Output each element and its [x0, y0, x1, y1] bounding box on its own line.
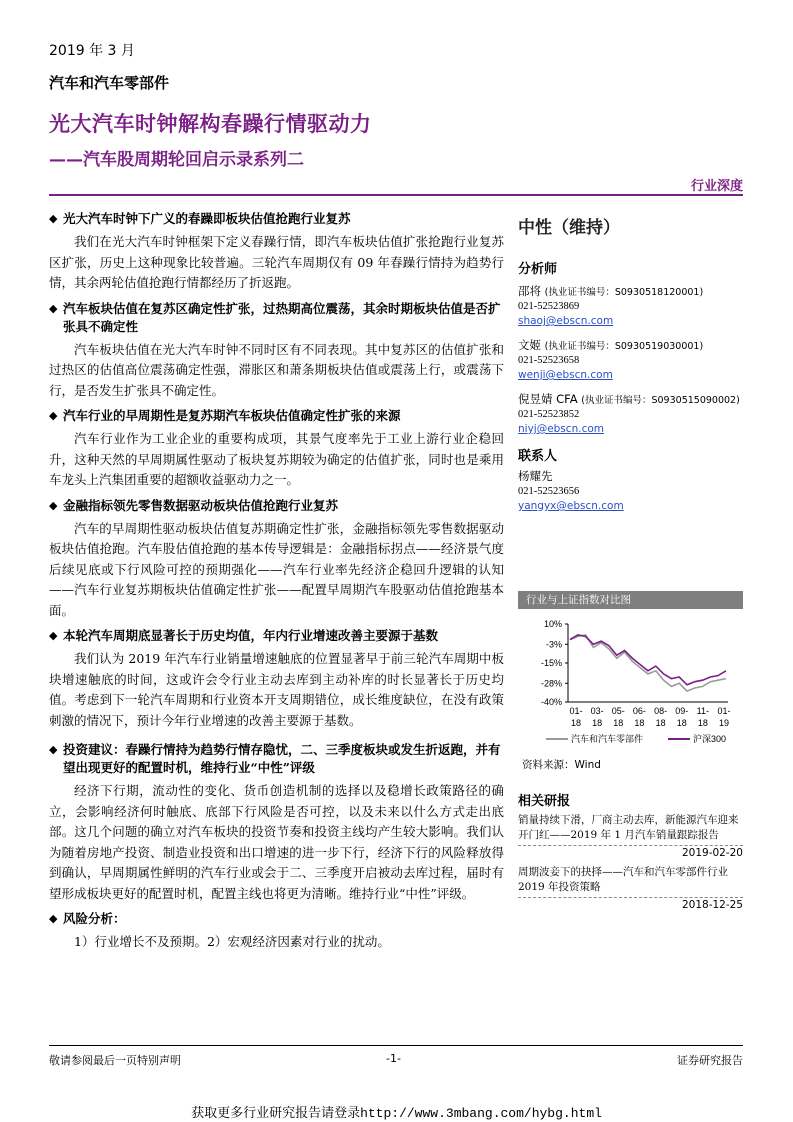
page-subtitle: ——汽车股周期轮回启示录系列二 [49, 150, 304, 170]
bullet-diamond-icon: ◆ [49, 212, 58, 225]
report-section [49, 627, 504, 731]
chart-header: 行业与上证指数对比图 [518, 591, 743, 609]
x-tick-label: 06- [632, 706, 646, 716]
related-heading: 相关研报 [518, 794, 571, 809]
x-tick-label: 05- [611, 706, 625, 716]
analyst-phone: 021-52523852 [518, 409, 580, 420]
related-report-item[interactable] [518, 813, 743, 859]
section-paragraph: 我们在光大汽车时钟框架下定义春躁行情，即汽车板块估值扩张抢跑行业复苏区扩张，历史上这种现象比较普遍。三轮汽车周期仅有 09 年春躁行情持为趋势行情，其余两轮估值抢跑行情都经历了折返跑。 [49, 234, 504, 290]
bullet-diamond-icon: ◆ [49, 912, 58, 925]
related-report-title[interactable]: 周期波妾下的抉择——汽车和汽车零部件行业 2019 年投资策略 [518, 866, 728, 893]
analyst-heading: 分析师 [518, 262, 558, 277]
analyst-name [518, 283, 743, 299]
report-section [49, 407, 504, 491]
x-tick-label-year: 18 [634, 718, 645, 728]
analyst-cert: (执业证书编号：S0930519030001) [544, 341, 704, 352]
analyst-name-text: 文姬 [518, 338, 541, 352]
x-tick-label: 11- [696, 706, 710, 716]
y-tick-label: -15% [540, 658, 562, 668]
section-heading [49, 741, 504, 777]
bullet-diamond-icon: ◆ [49, 498, 58, 512]
chart-source: 资料来源：Wind [522, 759, 601, 771]
section-heading [49, 210, 504, 228]
section-heading [49, 407, 504, 425]
analyst-email[interactable]: shaoj@ebscn.com [518, 315, 614, 327]
bullet-diamond-icon: ◆ [49, 743, 58, 756]
report-date: 2019 年 3 月 [49, 43, 135, 59]
section-heading [49, 910, 504, 928]
analyst-email[interactable]: wenji@ebscn.com [518, 369, 613, 381]
section-paragraph: 我们认为 2019 年汽车行业销量增速触底的位置显著早于前三轮汽车周期中板块增速触底的时间，这或许会令行业主动去库到主动补库的时长显著长于历史均值。考虑到下一轮汽车周期和行业资本开支周期错位，成长维度缺位，在没有政策刺激的情况下，预计今年行业增速的改善主要源于基数。 [49, 651, 504, 728]
analyst-cert: (执业证书编号：S0930518120001) [544, 287, 704, 298]
x-tick-label: 01- [569, 706, 583, 716]
analyst-card [518, 391, 743, 437]
analyst-name [518, 337, 743, 353]
comparison-chart [518, 612, 743, 762]
x-tick-label-year: 18 [655, 718, 666, 728]
x-tick-label: 01- [717, 706, 731, 716]
report-section [49, 300, 504, 402]
page-number: -1- [386, 1052, 401, 1065]
section-heading-text: 风险分析： [63, 911, 126, 926]
sidebar [518, 207, 743, 514]
report-section [49, 210, 504, 294]
report-type-tag: 行业深度 [690, 179, 743, 194]
rating: 中性（维持） [518, 218, 620, 238]
section-heading [49, 300, 504, 336]
section-paragraph: 汽车板块估值在光大汽车时钟不同时区有不同表现。其中复苏区的估值扩张和过热区的估值高位震荡确定性强，滞胀区和萧条期板块估值或震荡上行，或震荡下行，是否发生扩张具不确定性。 [49, 341, 504, 398]
x-tick-label-year: 19 [718, 718, 730, 728]
section-paragraph: 汽车行业作为工业企业的重要构成项，其景气度率先于工业上游行业企稳回升，这种天然的早周期属性驱动了板块复苏期较为确定的估值扩张，同时也是乘用车龙头上汽集团重要的超额收益驱动力之一。 [49, 431, 504, 487]
section-heading [49, 627, 504, 645]
x-tick-label-year: 18 [570, 718, 582, 728]
x-tick-label: 03- [590, 706, 604, 716]
related-report-title[interactable]: 销量持续下滑，厂商主动去库，新能源汽车迎来开门红——2019 年 1 月汽车销量跟踪报告 [518, 814, 739, 841]
section-heading-text: 汽车板块估值在复苏区确定性扩张，过热期高位震荡，其余时期板块估值是否扩张具不确定性 [63, 300, 501, 334]
legend-label: 沪深300 [693, 734, 727, 744]
y-tick-label: -28% [540, 678, 562, 689]
x-tick-label-year: 18 [613, 718, 624, 728]
analyst-email[interactable]: niyj@ebscn.com [518, 423, 604, 435]
section-heading-text: 光大汽车时钟下广义的春躁即板块估值抢跑行业复苏 [63, 211, 351, 226]
bullet-diamond-icon: ◆ [49, 409, 58, 422]
analyst-name [518, 391, 743, 407]
contact-email[interactable]: yangyx@ebscn.com [518, 500, 624, 512]
analyst-name-text: 邵将 [518, 284, 541, 298]
contact-phone: 021-52523656 [518, 486, 580, 497]
x-tick-label-year: 18 [592, 718, 603, 728]
legend-label: 汽车和汽车零部件 [571, 734, 644, 744]
analyst-phone: 021-52523869 [518, 301, 580, 312]
analyst-phone: 021-52523658 [518, 355, 580, 366]
x-tick-label: 08- [654, 706, 668, 716]
section-heading-text: 投资建议：春躁行情持为趋势行情存隐忧，二、三季度板块或发生折返跑，并有望出现更好的配置时机，维持行业“中性”评级 [63, 742, 501, 775]
section-heading-text: 汽车行业的早周期性是复苏期汽车板块估值确定性扩张的来源 [63, 408, 401, 423]
section-paragraph: 1）行业增长不及预期。2）宏观经济因素对行业的扰动。 [74, 934, 390, 949]
y-tick-label: 10% [543, 619, 562, 629]
bullet-diamond-icon: ◆ [49, 301, 58, 315]
footer-divider [49, 1045, 743, 1046]
section-heading-text: 本轮汽车周期底显著长于历史均值，年内行业增速改善主要源于基数 [63, 628, 439, 643]
bottom-note: 获取更多行业研究报告请登录http://www.3mbang.com/hybg.html [191, 1106, 602, 1121]
related-reports [518, 790, 743, 917]
section-heading [49, 497, 504, 515]
y-tick-label: -3% [545, 639, 562, 650]
related-report-item[interactable] [518, 865, 743, 911]
header-divider [49, 194, 743, 196]
x-tick-label-year: 18 [676, 718, 687, 728]
analyst-cert: (执业证书编号：S0930515090002) [581, 395, 740, 406]
section-paragraph: 经济下行期，流动性的变化、货币创造机制的选择以及稳增长政策路径的确立，会影响经济何时触底、底部下行风险是否可控，以及未来以什么方式走出底部。这几个问题的确立对汽车板块的投资节奏和投资主线均产生较大影响。我们认为随着房地产投资、制造业投资和出口增速的进一步下行，经济下行的风险释放得到确认，早周期属性鲜明的汽车行业或会于二、三季度开启被动去库过程，届时有望形成板块更好的配置时机，配置主线也将更为清晰。维持行业“中性”评级。 [49, 783, 504, 901]
analyst-name-text: 倪昱婧 CFA [518, 392, 578, 406]
series-line-1 [570, 635, 726, 685]
section-paragraph: 汽车的早周期性驱动板块估值复苏期确定性扩张，金融指标领先零售数据驱动板块估值抢跑。汽车股估值抢跑的基本传导逻辑是：金融指标拐点——经济景气度后续见底或下行风险可控的预期强化——汽车行业率先经济企稳回升逻辑的认知——汽车行业复苏期板块估值确定性扩张——配置早周期汽车股驱动估值抢跑基本面。 [49, 520, 504, 618]
report-section [49, 497, 504, 622]
contact-heading: 联系人 [518, 449, 558, 464]
page-title: 光大汽车时钟解构春躁行情驱动力 [49, 112, 372, 136]
x-tick-label-year: 18 [697, 718, 708, 728]
section-heading-text: 金融指标领先零售数据驱动板块估值抢跑行业复苏 [63, 497, 339, 513]
sector-label: 汽车和汽车零部件 [49, 74, 170, 92]
analyst-card [518, 337, 743, 383]
analyst-card [518, 283, 743, 329]
footer-disclaimer: 敬请参阅最后一页特别声明 [49, 1054, 181, 1067]
x-tick-label: 09- [675, 706, 689, 716]
main-content [49, 210, 504, 959]
contact-name: 杨耀先 [518, 469, 553, 483]
related-report-date: 2018-12-25 [518, 897, 743, 911]
report-section [49, 910, 504, 953]
y-tick-label: -40% [540, 697, 562, 707]
report-section [49, 741, 504, 904]
footer-report-label: 证券研究报告 [677, 1054, 743, 1067]
related-report-date: 2019-02-20 [518, 845, 743, 859]
bullet-diamond-icon: ◆ [49, 629, 58, 642]
